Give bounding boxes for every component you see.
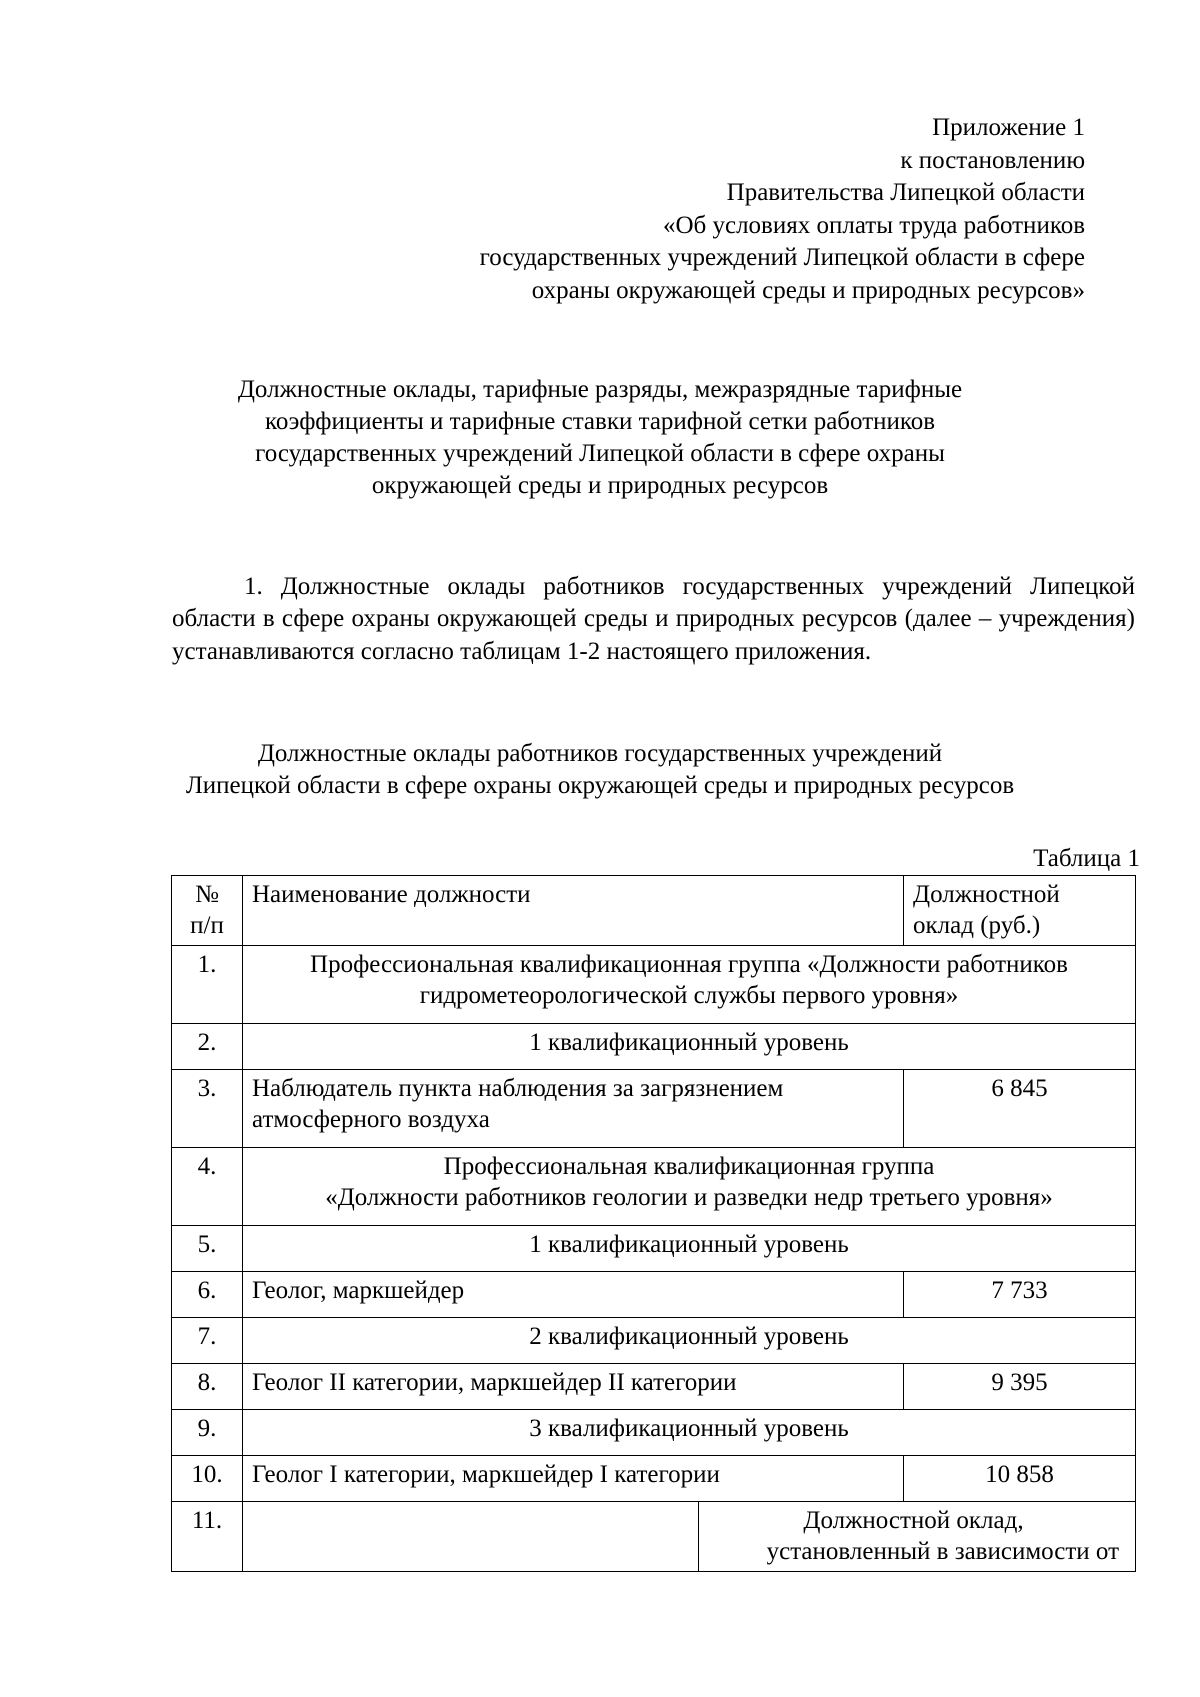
row-num: 3.	[172, 1070, 243, 1148]
position-name: Геолог II категории, маркшейдер II категории	[243, 1364, 904, 1410]
table-header-row	[172, 876, 1136, 946]
salary-value: 10 858	[904, 1456, 1136, 1502]
note-line: Должностной оклад,	[803, 1507, 1024, 1534]
qualification-group	[243, 1148, 1136, 1226]
row-num: 7.	[172, 1318, 243, 1364]
row-num: 1.	[172, 946, 243, 1024]
header-num-line: №	[195, 881, 219, 908]
position-line: Наблюдатель пункта наблюдения за загрязнением	[252, 1075, 784, 1102]
position-name: Геолог I категории, маркшейдер I категории	[243, 1456, 904, 1502]
header-salary	[904, 876, 1136, 946]
annex-line: «Об условиях оплаты труда работников	[662, 211, 1085, 239]
salary-note	[699, 1502, 1136, 1572]
group-line: гидрометеорологической службы первого уровня»	[419, 982, 959, 1009]
paragraph-1: 1. Должностные оклады работников государственных учреждений Липецкой области в сфере охраны окружающей среды и природных ресурсов (далее – учреждения) устанавливаются согласно таблицам 1-2 настоящего приложения.	[172, 573, 1135, 665]
title-line: окружающей среды и природных ресурсов	[371, 472, 829, 499]
title-line: Должностные оклады, тарифные разряды, межразрядные тарифные	[237, 376, 963, 403]
table-row	[172, 946, 1136, 1024]
table-title-line: Липецкой области в сфере охраны окружающей среды и природных ресурсов	[185, 772, 1015, 799]
document-title	[170, 374, 1030, 502]
qualification-level: 1 квалификационный уровень	[243, 1024, 1136, 1070]
table-label: Таблица 1	[1033, 845, 1140, 872]
qualification-group	[243, 946, 1136, 1024]
salary-value: 7 733	[904, 1272, 1136, 1318]
annex-line: Правительства Липецкой области	[726, 179, 1085, 206]
table-row	[172, 1272, 1136, 1318]
qualification-level: 1 квалификационный уровень	[243, 1226, 1136, 1272]
header-num	[172, 876, 243, 946]
table-row	[172, 1148, 1136, 1226]
table-row	[172, 1070, 1136, 1148]
position-name	[243, 1070, 904, 1148]
table-title-line: Должностные оклады работников государственных учреждений	[257, 740, 943, 767]
row-num: 6.	[172, 1272, 243, 1318]
qualification-level: 2 квалификационный уровень	[243, 1318, 1136, 1364]
title-line: государственных учреждений Липецкой области в сфере охраны	[255, 440, 945, 467]
annex-line: Приложение 1	[932, 114, 1085, 141]
table-row	[172, 1318, 1136, 1364]
table-row	[172, 1364, 1136, 1410]
salary-value: 9 395	[904, 1364, 1136, 1410]
header-salary-line: оклад (руб.)	[913, 912, 1041, 939]
annex-header	[285, 112, 1085, 307]
group-line: Профессиональная квалификационная группа	[443, 1153, 935, 1180]
table-row	[172, 1410, 1136, 1456]
table-row	[172, 1456, 1136, 1502]
empty-cell	[243, 1502, 699, 1572]
position-line: атмосферного воздуха	[252, 1106, 490, 1133]
annex-line: государственных учреждений Липецкой области в сфере	[479, 244, 1085, 271]
row-num: 10.	[172, 1456, 243, 1502]
row-num: 11.	[172, 1502, 243, 1572]
row-num: 5.	[172, 1226, 243, 1272]
group-line: «Должности работников геологии и разведки недр третьего уровня»	[325, 1184, 1053, 1211]
table-row	[172, 1024, 1136, 1070]
row-num: 2.	[172, 1024, 243, 1070]
header-num-line: п/п	[190, 912, 224, 939]
table-row	[172, 1226, 1136, 1272]
row-num: 9.	[172, 1410, 243, 1456]
row-num: 4.	[172, 1148, 243, 1226]
header-name: Наименование должности	[243, 876, 904, 946]
row-num: 8.	[172, 1364, 243, 1410]
position-name: Геолог, маркшейдер	[243, 1272, 904, 1318]
annex-line: к постановлению	[900, 146, 1085, 174]
annex-line: охраны окружающей среды и природных ресурсов»	[531, 276, 1085, 304]
table-row	[172, 1502, 1136, 1572]
note-line: установленный в зависимости от	[766, 1538, 1120, 1565]
header-salary-line: Должностной	[913, 881, 1060, 908]
salary-value: 6 845	[904, 1070, 1136, 1148]
title-line: коэффициенты и тарифные ставки тарифной сетки работников	[264, 408, 936, 435]
table-title	[150, 738, 1050, 802]
salary-table	[171, 875, 1136, 1572]
qualification-level: 3 квалификационный уровень	[243, 1410, 1136, 1456]
group-line: Профессиональная квалификационная группа «Должности работников	[310, 951, 1068, 978]
